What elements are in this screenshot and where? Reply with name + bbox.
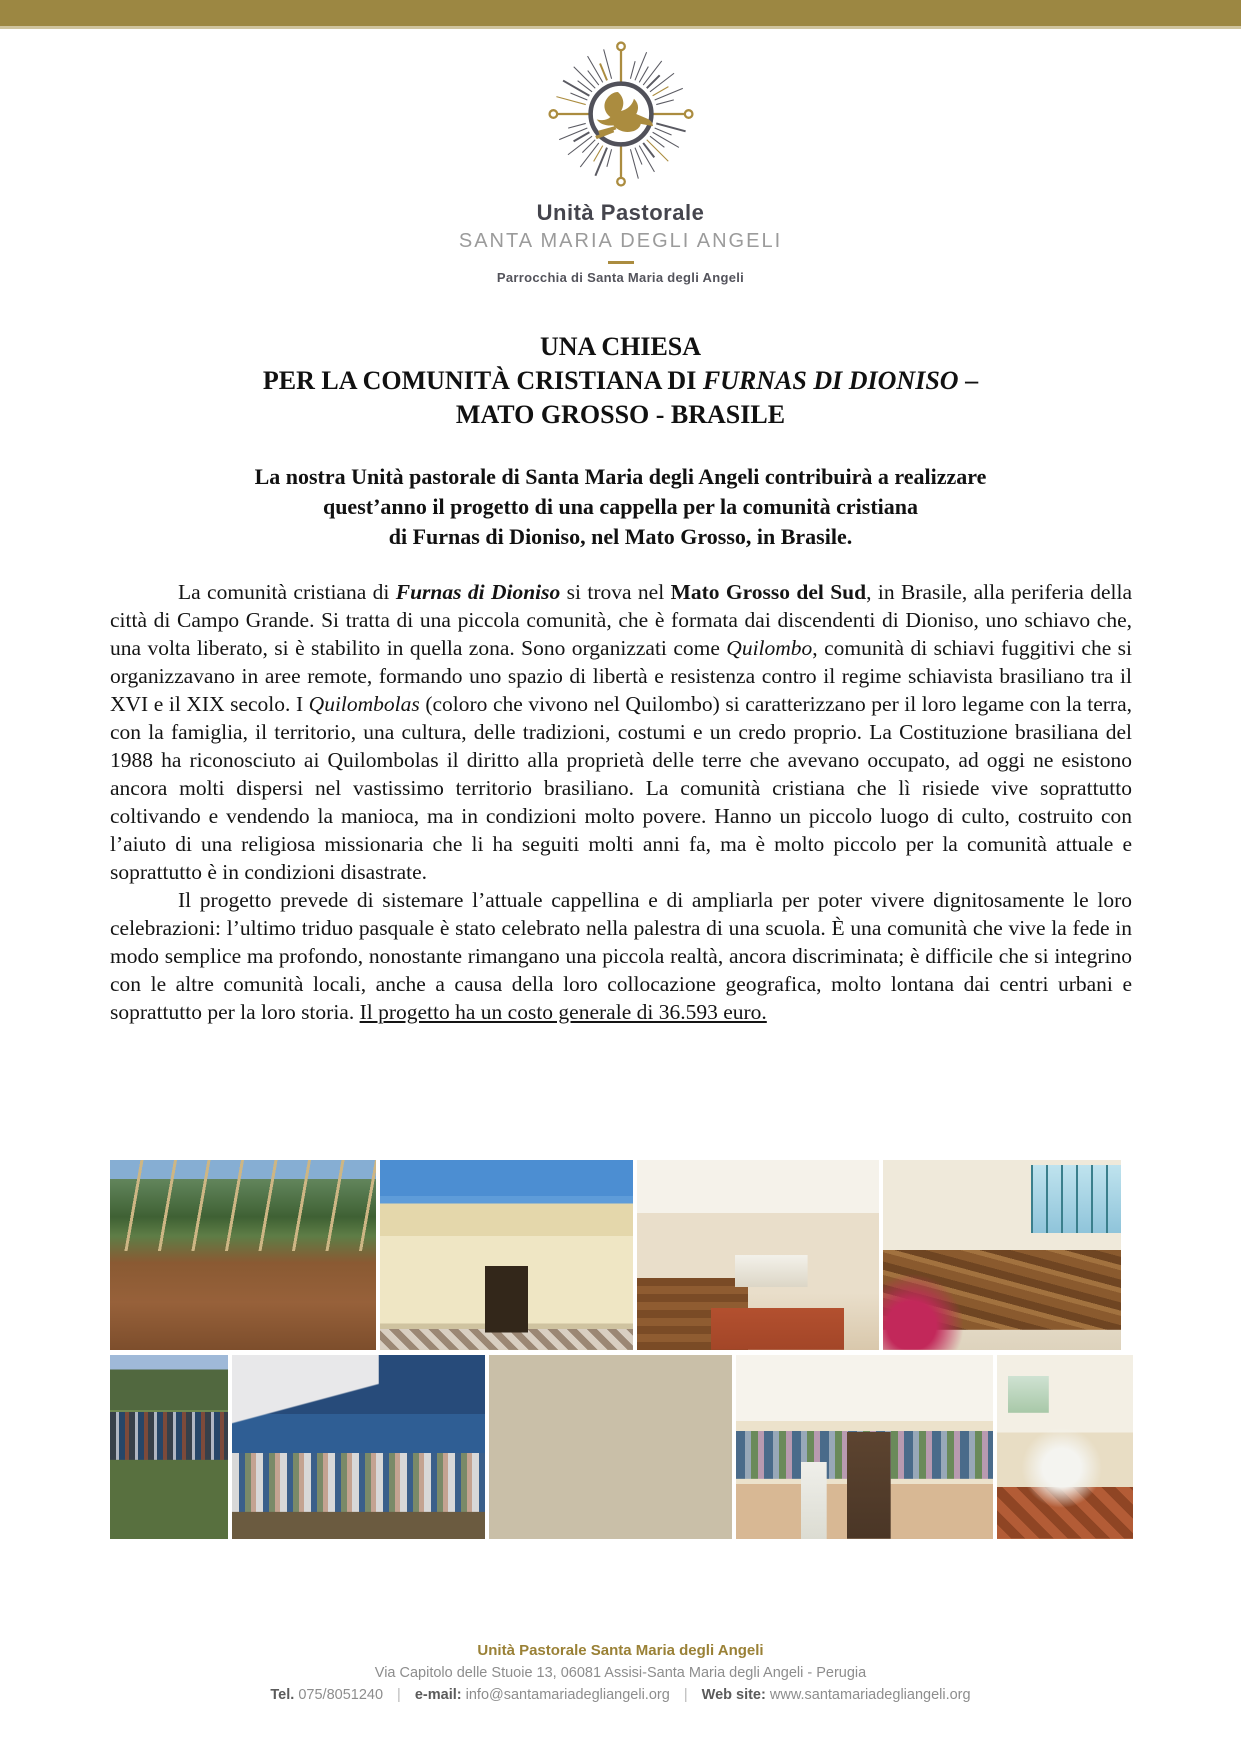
title-line-3: MATO GROSSO - BRASILE bbox=[455, 400, 786, 429]
photo-crucifix-altar-room bbox=[489, 1355, 732, 1539]
title-line-2: PER LA COMUNITÀ CRISTIANA DI FURNAS DI DIONISO – bbox=[262, 366, 979, 395]
tel-label: Tel. bbox=[270, 1687, 295, 1703]
letterhead bbox=[0, 38, 1241, 285]
photo-chapel-altar-interior bbox=[637, 1160, 879, 1350]
photo-community-hall bbox=[232, 1355, 485, 1539]
separator: | bbox=[683, 1687, 688, 1703]
email-label: e-mail: bbox=[414, 1687, 462, 1703]
paragraph-project: Il progetto prevede di sistemare l’attuale cappellina e di ampliarla per poter vivere dignitosamente le loro celebrazioni: l’ultimo triduo pasquale è stato celebrato nella palestra di una scuola. È una comunità che vive la fede in modo semplice ma profondo, nonostante rimangano una piccola realtà, ancora discriminata; è difficile che si integrino con le altre comunità locali, anche a causa della loro collocazione geografica, molto lontana dai centri urbani e soprattutto per la loro storia. Il progetto ha un costo generale di 36.593 euro. bbox=[110, 888, 1132, 1024]
org-subname: SANTA MARIA DEGLI ANGELI bbox=[458, 230, 783, 252]
page-top-border bbox=[0, 0, 1241, 29]
intro-line-1: La nostra Unità pastorale di Santa Maria degli Angeli contribuirà a realizzare bbox=[254, 464, 987, 489]
footer-org-name: Unità Pastorale Santa Maria degli Angeli bbox=[477, 1642, 764, 1659]
photo-congregation-friar bbox=[736, 1355, 993, 1539]
org-name: Unità Pastorale bbox=[536, 200, 705, 225]
separator: | bbox=[397, 1687, 401, 1703]
photo-congregation-nuns bbox=[997, 1355, 1133, 1539]
photo-chapel-exterior bbox=[380, 1160, 633, 1350]
document-title bbox=[0, 330, 1241, 432]
intro-line-2: quest’anno il progetto di una cappella per la comunità cristiana bbox=[322, 494, 919, 519]
footer-contacts bbox=[0, 1687, 1241, 1703]
title-line-1: UNA CHIESA bbox=[539, 332, 702, 361]
footer-address: Via Capitolo delle Stuoie 13, 06081 Assisi-Santa Maria degli Angeli - Perugia bbox=[374, 1665, 867, 1681]
web-value: www.santamariadegliangeli.org bbox=[769, 1687, 971, 1703]
body-text bbox=[110, 578, 1132, 1026]
photo-outdoor-gathering bbox=[110, 1355, 228, 1539]
divider-dash bbox=[608, 261, 634, 264]
photo-collage bbox=[110, 1160, 1134, 1544]
email-value: info@santamariadegliangeli.org bbox=[465, 1687, 670, 1703]
photo-outdoor-assembly bbox=[110, 1160, 376, 1350]
web-label: Web site: bbox=[701, 1687, 766, 1703]
dove-sunburst-logo-icon bbox=[545, 38, 697, 190]
footer bbox=[0, 1642, 1241, 1703]
photo-damaged-benches-room bbox=[883, 1160, 1121, 1350]
intro-statement bbox=[0, 462, 1241, 552]
intro-line-3: di Furnas di Dioniso, nel Mato Grosso, in Brasile. bbox=[388, 524, 853, 549]
collage-row-2 bbox=[110, 1355, 1134, 1539]
paragraph-community: La comunità cristiana di Furnas di Dioniso si trova nel Mato Grosso del Sud, in Brasile, alla periferia della città di Campo Grande. Si tratta di una piccola comunità, che è formata dai discendenti di Dioniso, uno schiavo che, una volta liberato, si è stabilito in quella zona. Sono organizzati come Quilombo, comunità di schiavi fuggitivi che si organizzavano in aree remote, formando uno spazio di libertà e resistenza contro il regime schiavista brasiliano tra il XVI e il XIX secolo. I Quilombolas (coloro che vivono nel Quilombo) si caratterizzano per il loro legame con la terra, con la famiglia, il territorio, una cultura, delle tradizioni, costumi e un credo proprio. La Costituzione brasiliana del 1988 ha riconosciuto ai Quilombolas il diritto alla proprietà delle terre che avevano occupato, ad oggi ne esistono ancora molti dispersi nel vastissimo territorio brasiliano. La comunità cristiana che lì risiede vive soprattutto coltivando e vendendo la manioca, ma in condizioni molto povere. Hanno un piccolo luogo di culto, costruito con l’aiuto di una religiosa missionaria che li ha seguiti molti anni fa, ma è molto piccolo per la comunità attuale e soprattutto è in condizioni disastrate. bbox=[110, 580, 1133, 884]
collage-row-1 bbox=[110, 1160, 1134, 1350]
org-tagline: Parrocchia di Santa Maria degli Angeli bbox=[496, 270, 745, 285]
tel-value: 075/8051240 bbox=[298, 1687, 384, 1703]
